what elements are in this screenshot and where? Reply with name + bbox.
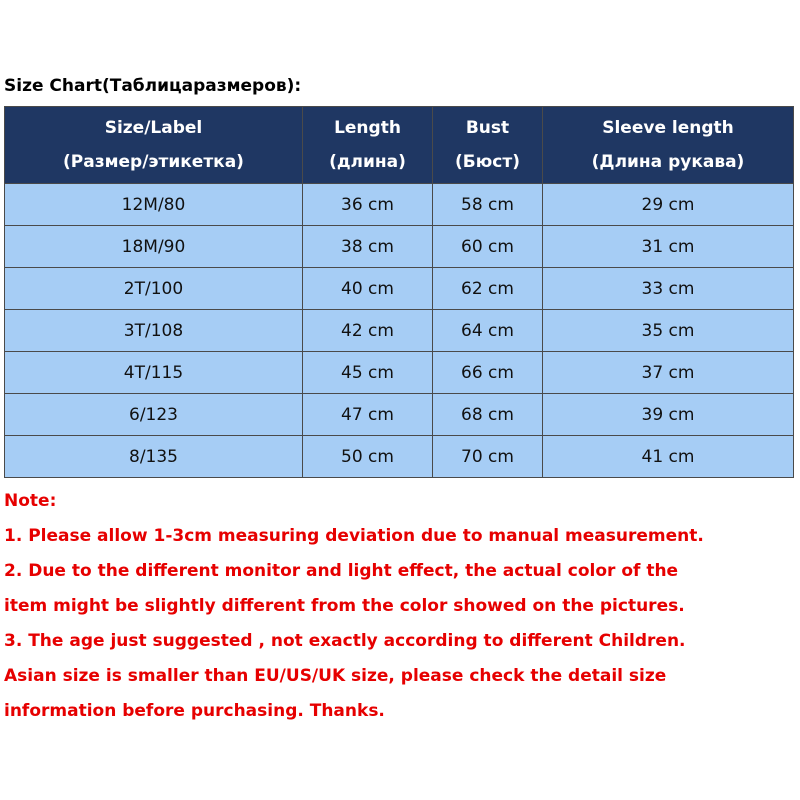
- cell-bust: 66 cm: [433, 352, 543, 394]
- cell-sleeve: 35 cm: [543, 310, 794, 352]
- header-size-label-en: Size/Label: [104, 118, 203, 138]
- note-line: 1. Please allow 1-3cm measuring deviation due to manual measurement.: [4, 526, 704, 546]
- cell-size: 3T/108: [5, 310, 303, 352]
- cell-bust: 58 cm: [433, 184, 543, 226]
- header-bust: [433, 107, 543, 184]
- table-row: [5, 184, 794, 226]
- cell-size: 12M/80: [5, 184, 303, 226]
- header-bust-en: Bust: [465, 118, 510, 138]
- cell-size: 4T/115: [5, 352, 303, 394]
- cell-length: 50 cm: [303, 436, 433, 478]
- cell-bust: 62 cm: [433, 268, 543, 310]
- cell-length: 47 cm: [303, 394, 433, 436]
- header-size-label: [5, 107, 303, 184]
- table-row: [5, 226, 794, 268]
- note-heading: Note:: [4, 491, 57, 511]
- cell-bust: 70 cm: [433, 436, 543, 478]
- cell-size: 6/123: [5, 394, 303, 436]
- cell-sleeve: 33 cm: [543, 268, 794, 310]
- note-line: 2. Due to the different monitor and light effect, the actual color of the: [4, 561, 679, 581]
- header-bust-ru: (Бюст): [455, 152, 520, 172]
- table-row: [5, 436, 794, 478]
- header-size-label-ru: (Размер/этикетка): [63, 152, 244, 172]
- cell-size: 2T/100: [5, 268, 303, 310]
- header-length: [303, 107, 433, 184]
- note-line: information before purchasing. Thanks.: [4, 701, 385, 721]
- header-length-en: Length: [334, 118, 401, 138]
- cell-length: 38 cm: [303, 226, 433, 268]
- cell-size: 8/135: [5, 436, 303, 478]
- cell-length: 42 cm: [303, 310, 433, 352]
- cell-bust: 60 cm: [433, 226, 543, 268]
- note-line: 3. The age just suggested , not exactly according to different Children.: [4, 631, 686, 651]
- header-sleeve-length: [543, 107, 794, 184]
- cell-sleeve: 41 cm: [543, 436, 794, 478]
- cell-sleeve: 37 cm: [543, 352, 794, 394]
- size-chart-title: Size Chart(Таблицаразмеров):: [4, 76, 302, 96]
- notes-section: [4, 484, 796, 729]
- cell-sleeve: 39 cm: [543, 394, 794, 436]
- header-sleeve-length-en: Sleeve length: [602, 118, 734, 138]
- table-row: [5, 310, 794, 352]
- table-row: [5, 268, 794, 310]
- cell-bust: 68 cm: [433, 394, 543, 436]
- cell-length: 40 cm: [303, 268, 433, 310]
- note-line: item might be slightly different from the color showed on the pictures.: [4, 596, 685, 616]
- cell-bust: 64 cm: [433, 310, 543, 352]
- header-length-ru: (длина): [329, 152, 406, 172]
- header-sleeve-length-ru: (Длина рукава): [591, 152, 745, 172]
- cell-sleeve: 31 cm: [543, 226, 794, 268]
- table-header-row: [5, 107, 794, 184]
- table-row: [5, 394, 794, 436]
- size-table: [4, 106, 794, 478]
- cell-sleeve: 29 cm: [543, 184, 794, 226]
- table-row: [5, 352, 794, 394]
- cell-size: 18M/90: [5, 226, 303, 268]
- cell-length: 45 cm: [303, 352, 433, 394]
- note-line: Asian size is smaller than EU/US/UK size, please check the detail size: [4, 666, 667, 686]
- cell-length: 36 cm: [303, 184, 433, 226]
